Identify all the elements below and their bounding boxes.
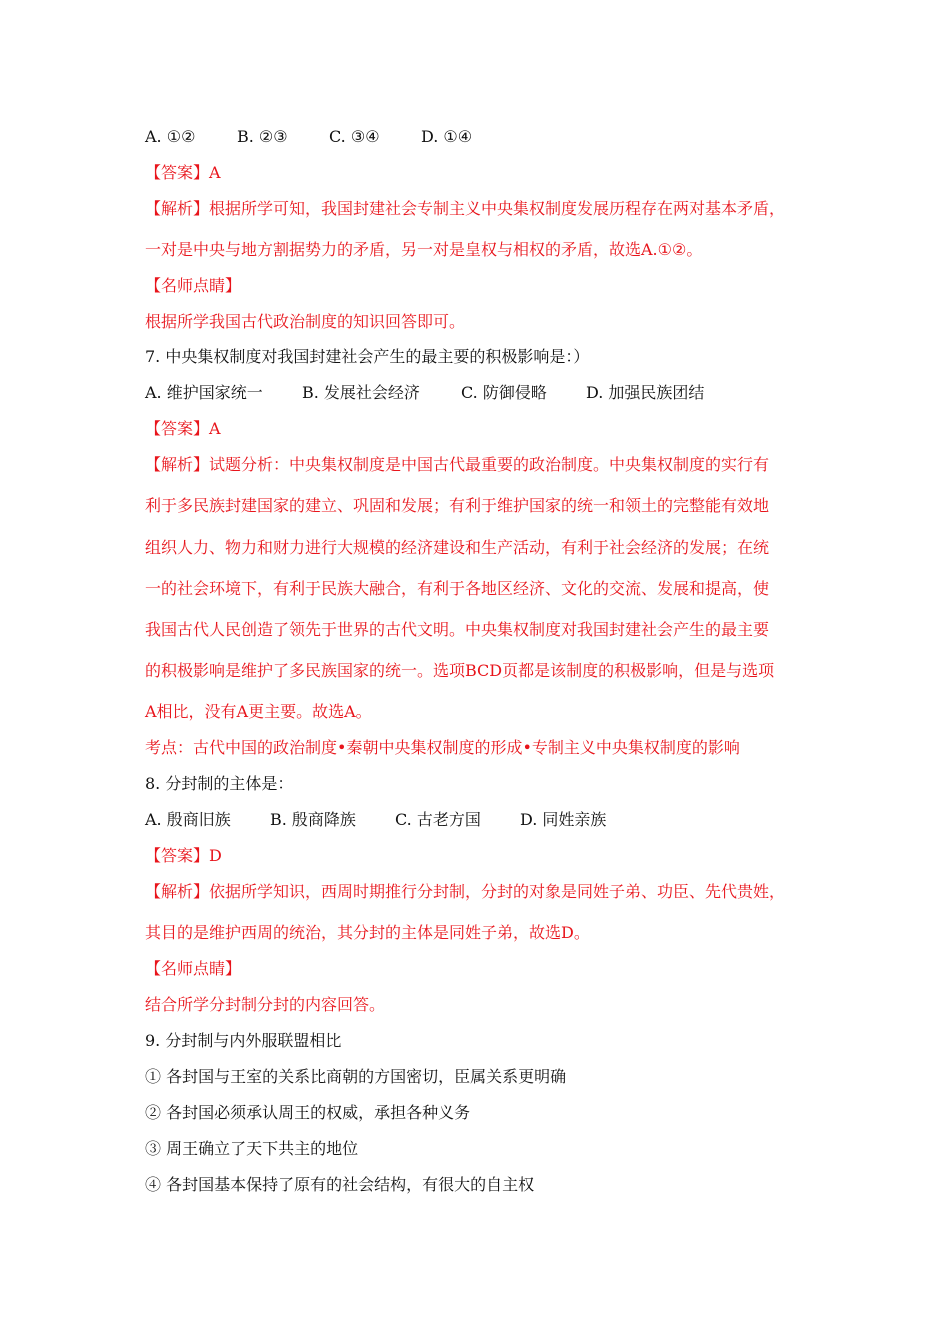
q8-options	[145, 810, 815, 830]
q6-answer: 【答案】A	[145, 163, 221, 182]
q8-analysis-line-2: 其目的是维护西周的统治，其分封的主体是同姓子弟，故选D。	[145, 923, 590, 942]
q7-analysis-line-3: 组织人力、物力和财力进行大规模的经济建设和生产活动，有利于社会经济的发展；在统	[145, 538, 770, 557]
q8-option-a: A. 殷商旧族	[145, 810, 231, 829]
q8-tip-title: 【名师点睛】	[145, 959, 242, 978]
q9-item-2: ② 各封国必须承认周王的权威，承担各种义务	[145, 1103, 471, 1122]
q6-option-c: C. ③④	[329, 127, 380, 146]
q7-question: 7. 中央集权制度对我国封建社会产生的最主要的积极影响是：）	[145, 347, 590, 366]
q7-point: 考点：古代中国的政治制度•秦朝中央集权制度的形成•专制主义中央集权制度的影响	[145, 738, 740, 757]
q6-analysis-line-1: 【解析】根据所学可知，我国封建社会专制主义中央集权制度发展历程存在两对基本矛盾，	[145, 199, 786, 218]
q7-analysis-line-1: 【解析】试题分析：中央集权制度是中国古代最重要的政治制度。中央集权制度的实行有	[145, 455, 770, 474]
q7-analysis-line-4: 一的社会环境下，有利于民族大融合，有利于各地区经济、文化的交流、发展和提高，使	[145, 579, 770, 598]
q6-option-d: D. ①④	[421, 127, 473, 146]
q7-analysis-line-6: 的积极影响是维护了多民族国家的统一。选项BCD页都是该制度的积极影响，但是与选项	[145, 661, 775, 680]
q8-option-b: B. 殷商降族	[270, 810, 356, 829]
q6-tip: 根据所学我国古代政治制度的知识回答即可。	[145, 312, 466, 331]
q8-analysis-line-1: 【解析】依据所学知识，西周时期推行分封制，分封的对象是同姓子弟、功臣、先代贵姓，	[145, 882, 786, 901]
q6-analysis-line-2: 一对是中央与地方割据势力的矛盾，另一对是皇权与相权的矛盾，故选A.①②。	[145, 240, 703, 259]
q8-tip: 结合所学分封制分封的内容回答。	[145, 995, 386, 1014]
q6-option-a: A. ①②	[145, 127, 196, 146]
q7-analysis-line-2: 利于多民族封建国家的建立、巩固和发展；有利于维护国家的统一和领土的完整能有效地	[145, 496, 770, 515]
q9-item-3: ③ 周王确立了天下共主的地位	[145, 1139, 359, 1158]
q6-options	[145, 127, 815, 147]
q6-option-b: B. ②③	[237, 127, 288, 146]
q8-answer: 【答案】D	[145, 846, 222, 865]
q8-question: 8. 分封制的主体是：	[145, 774, 294, 793]
q7-option-b: B. 发展社会经济	[302, 383, 420, 402]
q7-option-a: A. 维护国家统一	[145, 383, 263, 402]
q9-item-4: ④ 各封国基本保持了原有的社会结构，有很大的自主权	[145, 1175, 535, 1194]
q7-option-c: C. 防御侵略	[461, 383, 547, 402]
q8-option-d: D. 同姓亲族	[520, 810, 607, 829]
q7-analysis-line-5: 我国古代人民创造了领先于世界的古代文明。中央集权制度对我国封建社会产生的最主要	[145, 620, 770, 639]
q6-tip-title: 【名师点睛】	[145, 276, 242, 295]
q7-options	[145, 383, 815, 403]
q7-answer: 【答案】A	[145, 419, 221, 438]
q7-option-d: D. 加强民族团结	[586, 383, 705, 402]
q8-option-c: C. 古老方国	[395, 810, 481, 829]
q7-analysis-line-7: A相比，没有A更主要。故选A。	[145, 702, 372, 721]
q9-item-1: ① 各封国与王室的关系比商朝的方国密切，臣属关系更明确	[145, 1067, 567, 1086]
q9-question: 9. 分封制与内外服联盟相比	[145, 1031, 342, 1050]
